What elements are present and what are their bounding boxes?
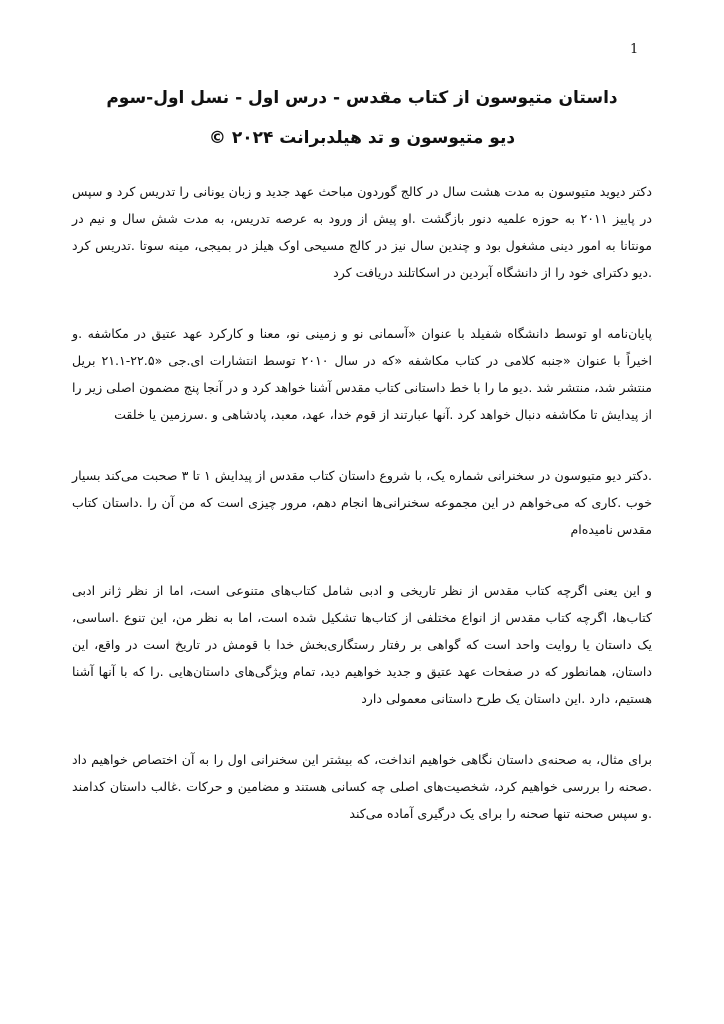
paragraph: و این یعنی اگرچه کتاب مقدس از نظر تاریخی و ادبی شامل کتاب‌های متنوعی است، اما از نظر ژانر ادبی کتاب‌ها، اگرچه کتاب مقدس از انواع مختلفی از کتاب‌ها تشکیل شده است، اما به نظر من، این تنوع .اساسی، یک داستان یا روایت واحد است که گواهی بر رفتار رستگاری‌بخش خدا با قومش در تاریخ است در واقع، این داستان، همانطور که در صفحات عهد عتیق و جدید خواهیم دید، تمام ویژگی‌های داستان‌هایی .را که با آنها آشنا هستیم، دارد .این داستان یک طرح داستانی معمولی دارد xyxy=(72,583,652,706)
paragraph: برای مثال، به صحنه‌ی داستان نگاهی خواهیم انداخت، که بیشتر این سخنرانی اول را به آن اختصاص خواهیم داد .صحنه را بررسی خواهیم کرد، شخصیت‌های اصلی چه کسانی هستند و مضامین و حرکات .غالب داستان کدامند .و سپس صحنه تنها صحنه را برای یک درگیری آماده می‌کند xyxy=(72,752,652,821)
page-number: 1 xyxy=(630,42,639,57)
document-subtitle: دیو متیوسون و تد هیلدبرانت ۲۰۲۴ © xyxy=(208,128,516,148)
paragraph: دکتر دیوید متیوسون به مدت هشت سال در کالج گوردون مباحث عهد جدید و زبان یونانی را تدریس کرد و سپس در پاییز ۲۰۱۱ به حوزه علمیه دنور بازگشت .او پیش از ورود به عرصه تدریس، به مدت شش سال و نیم در مونتانا به امور دینی مشغول بود و چندین سال نیز در کالج مسیحی اوک هیلز در بمیجی، مینه سوتا .تدریس کرد .دیو دکترای خود را از دانشگاه آبردین در اسکاتلند دریافت کرد xyxy=(72,184,652,280)
paragraph: پایان‌نامه او توسط دانشگاه شفیلد با عنوان «آسمانی نو و زمینی نو، معنا و کارکرد عهد عتیق در مکاشفه .و اخیراً با عنوان «جنبه کلامی در کتاب مکاشفه «که در سال ۲۰۱۰ توسط انتشارات ای.جی «۲۲.۵-۲۱.۱ بریل منتشر شد، منتشر شد .دیو ما را با خط داستانی کتاب مقدس آشنا خواهد کرد و در آنجا پنج مضمون اصلی زیر را از پیدایش تا مکاشفه دنبال خواهد کرد .آنها عبارتند از قوم خدا، عهد، معبد، پادشاهی و .سرزمین یا خلقت xyxy=(72,326,652,422)
document-header xyxy=(60,88,664,148)
paragraph: .دکتر دیو متیوسون در سخنرانی شماره یک، با شروع داستان کتاب مقدس از پیدایش ۱ تا ۳ صحبت می‌کند بسیار خوب .کاری که می‌خواهم در این مجموعه سخنرانی‌ها انجام دهم، مرور چیزی است که من آن را .داستان کتاب مقدس نامیده‌ام xyxy=(72,468,652,537)
document-title: داستان متیوسون از کتاب مقدس - درس اول - نسل اول-سوم xyxy=(106,88,618,108)
document-body xyxy=(72,178,652,861)
